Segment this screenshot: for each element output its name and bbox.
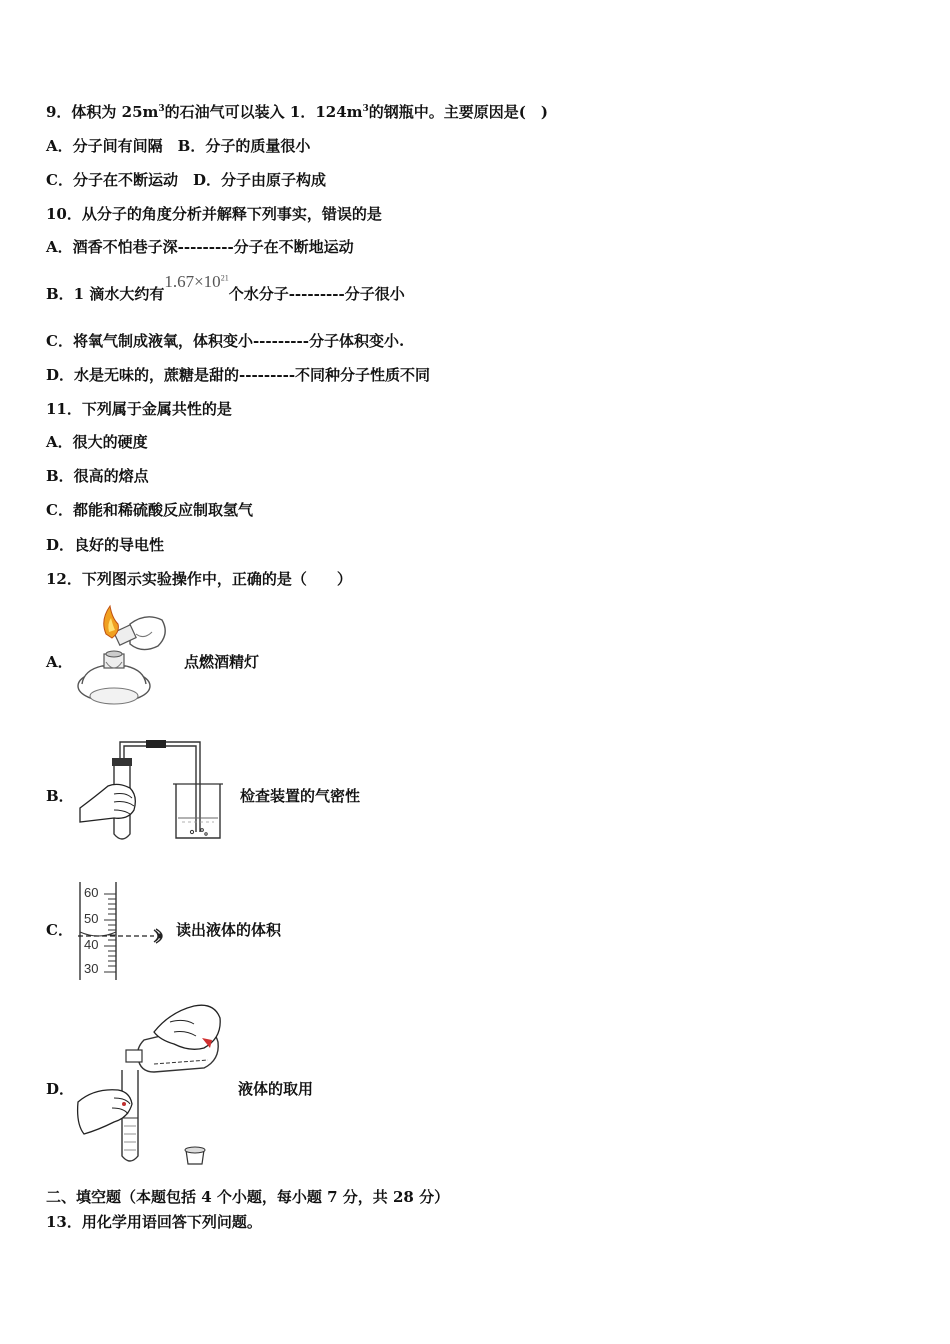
q12-option-c-letter: C． [46,921,73,939]
q11-stem: 11．下列属于金属共性的是 [46,400,232,418]
q10-option-a: A．酒香不怕巷子深---------分子在不断地运动 [46,238,354,256]
q12-option-b-letter: B． [46,787,74,805]
alcohol-lamp-lighting-figure [72,604,172,708]
q12-option-d-text: 液体的取用 [238,1080,314,1098]
q9-stem: 9．体积为 $25m^3$的石油气可以装入 1．$124m^3$的钢瓶中。主要原因是( ) [46,103,548,121]
q13-stem: 13．用化学用语回答下列问题。 [46,1213,262,1231]
cylinder-tick-60: 60 [84,885,99,900]
q11-option-a: A．很大的硬度 [46,433,148,451]
q12-option-b-text: 检查装置的气密性 [240,787,361,805]
section2-title: 二、填空题（本题包括 4 个小题，每小题 7 分，共 28 分） [46,1188,450,1206]
cylinder-tick-40: 40 [84,937,99,952]
q12-option-c-text: 读出液体的体积 [176,921,282,939]
liquid-pouring-figure [74,998,230,1170]
cylinder-tick-30: 30 [84,961,99,976]
q12-option-a-text: 点燃酒精灯 [184,653,260,671]
scientific-number: $1.67\times 10^{21}$ [164,272,229,291]
q12-option-a-letter: A． [46,653,73,671]
q9-options-ab: A．分子间有间隔 B．分子的质量很小 [46,137,311,155]
q12-stem: 12．下列图示实验操作中，正确的是（ ） [46,570,352,588]
q11-option-b: B．很高的熔点 [46,467,149,485]
q10-stem: 10．从分子的角度分析并解释下列事实，错误的是 [46,205,382,223]
airtightness-check-figure [78,736,228,844]
q10-option-d: D．水是无味的，蔗糖是甜的---------不同种分子性质不同 [46,366,431,384]
q11-option-d: D．良好的导电性 [46,536,165,554]
q10-option-b: B．1 滴水大约有$1.67\times 10^{21}$个水分子---------分子很小 [46,272,405,303]
q10-option-c: C．将氧气制成液氧，体积变小---------分子体积变小. [46,332,405,350]
cylinder-tick-50: 50 [84,911,99,926]
q12-option-d-letter: D． [46,1080,75,1098]
q11-option-c: C．都能和稀硫酸反应制取氢气 [46,501,253,519]
q9-options-cd: C．分子在不断运动 D．分子由原子构成 [46,171,326,189]
